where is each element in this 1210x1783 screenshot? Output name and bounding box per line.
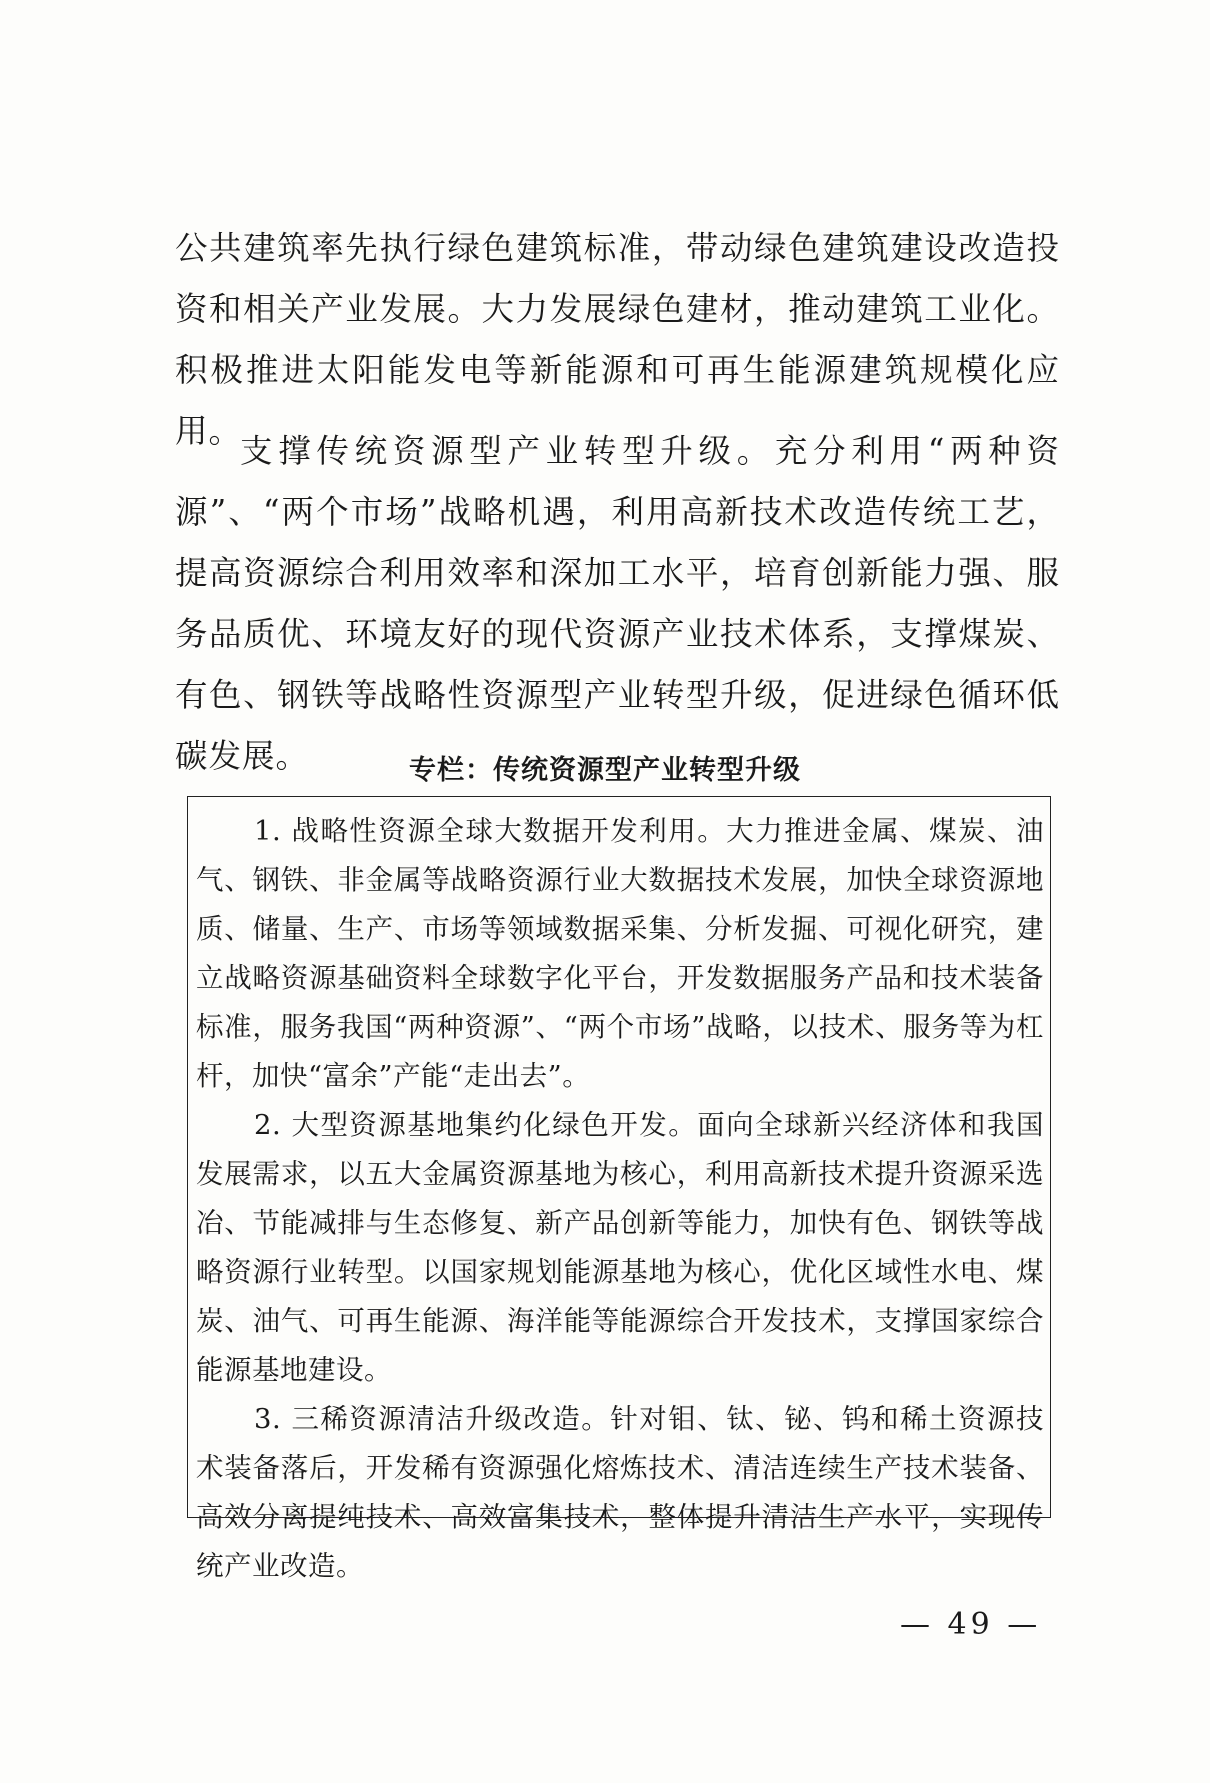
box-item-big-data: 1. 战略性资源全球大数据开发利用。大力推进金属、煤炭、油气、钢铁、非金属等战略资源行业大数据技术发展，加快全球资源地质、储量、生产、市场等领域数据采集、分析发掘、可视化研究，建立战略资源基础资料全球数字化平台，开发数据服务产品和技术装备标准，服务我国“两种资源”、“两个市场”战略，以技术、服务等为杠杆，加快“富余”产能“走出去”。 xyxy=(196,815,1044,1092)
body-paragraph-green-building: 公共建筑率先执行绿色建筑标准，带动绿色建筑建设改造投资和相关产业发展。大力发展绿色建材，推动建筑工业化。积极推进太阳能发电等新能源和可再生能源建筑规模化应用。 xyxy=(175,229,1060,450)
special-column-box xyxy=(187,796,1051,1582)
box-item-resource-base: 2. 大型资源基地集约化绿色开发。面向全球新兴经济体和我国发展需求，以五大金属资源基地为核心，利用高新技术提升资源采选冶、节能减排与生态修复、新产品创新等能力，加快有色、钢铁等战略资源行业转型。以国家规划能源基地为核心，优化区域性水电、煤炭、油气、可再生能源、海洋能等能源综合开发技术，支撑国家综合能源基地建设。 xyxy=(196,1109,1044,1386)
page-number: — 49 — xyxy=(900,1607,1042,1642)
body-paragraph-resource-industry: 支撑传统资源型产业转型升级。充分利用“两种资源”、“两个市场”战略机遇，利用高新技术改造传统工艺，提高资源综合利用效率和深加工水平，培育创新能力强、服务品质优、环境友好的现代资源产业技术体系，支撑煤炭、有色、钢铁等战略性资源型产业转型升级，促进绿色循环低碳发展。 xyxy=(175,432,1060,775)
box-item-rare-resources: 3. 三稀资源清洁升级改造。针对钼、钛、铋、钨和稀土资源技术装备落后，开发稀有资源强化熔炼技术、清洁连续生产技术装备、高效分离提纯技术、高效富集技术，整体提升清洁生产水平，实现传统产业改造。 xyxy=(196,1403,1044,1582)
box-title: 专栏：传统资源型产业转型升级 xyxy=(409,755,801,786)
